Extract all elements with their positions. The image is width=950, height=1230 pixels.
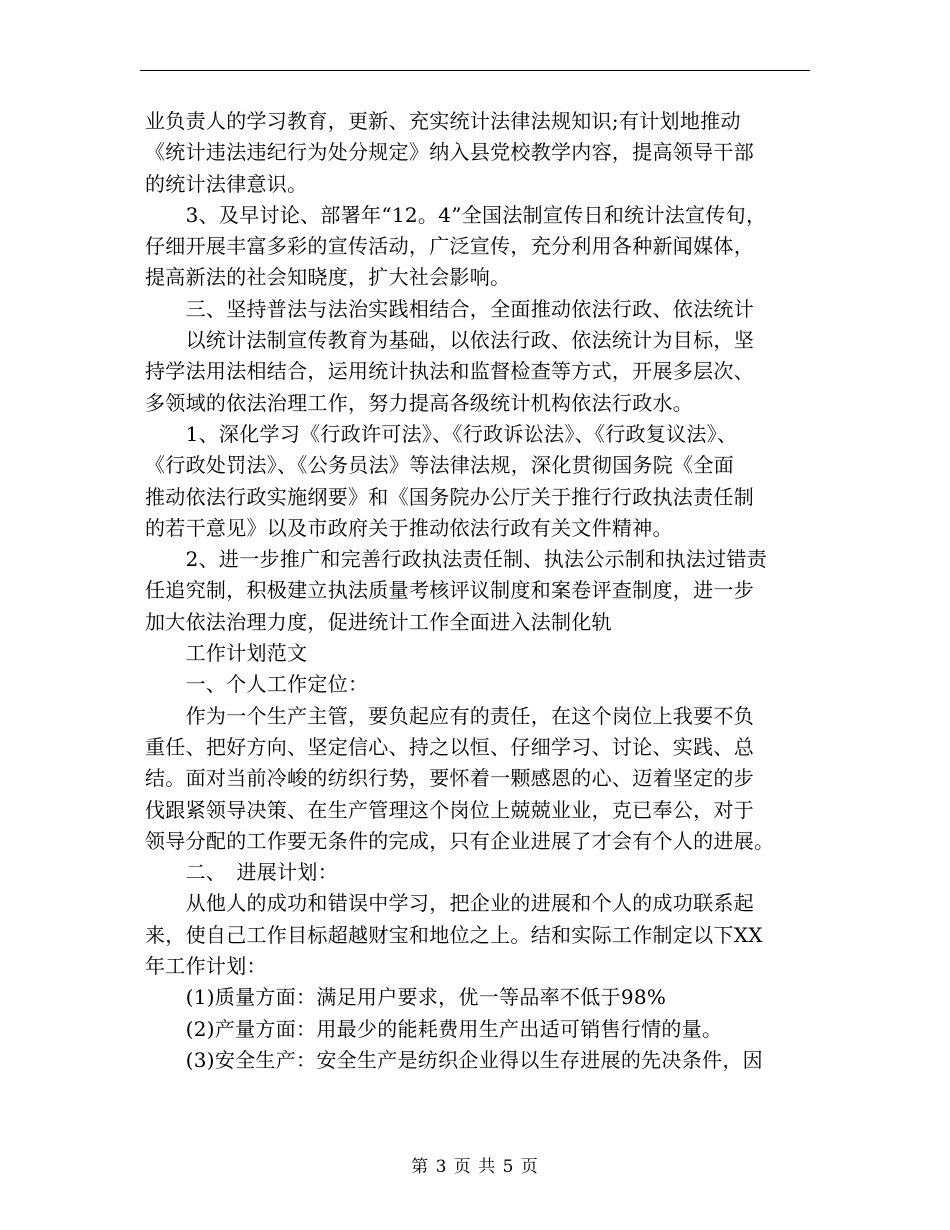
text-line: 推动依法行政实施纲要》和《国务院办公厅关于推行行政执法责任制 (145, 484, 754, 509)
text-line: 重任、把好方向、坚定信心、持之以恒、仔细学习、讨论、实践、总 (145, 734, 754, 759)
text-line: 领导分配的工作要无条件的完成，只有企业进展了才会有个人的进展。 (145, 828, 775, 853)
text-line: 年工作计划： (145, 954, 267, 979)
text-line: 提高新法的社会知晓度，扩大社会影响。 (145, 265, 511, 290)
text-line: 以统计法制宣传教育为基础，以依法行政、依法统计为目标，坚 (145, 328, 754, 353)
text-line: 的统计法律意识。 (145, 171, 308, 196)
section-heading: 二、 进展计划： (145, 860, 338, 885)
text-line: 作为一个生产主管，要负起应有的责任，在这个岗位上我要不负 (145, 703, 754, 728)
header-rule (140, 70, 810, 71)
document-body (145, 106, 820, 1076)
text-line: 1、深化学习《行政许可法》、《行政诉讼法》、《行政复议法》、 (145, 421, 738, 446)
text-line: 《统计违法违纪行为处分规定》纳入县党校教学内容，提高领导干部 (145, 140, 754, 165)
text-line: 任追究制，积极建立执法质量考核评议制度和案卷评查制度，进一步 (145, 578, 754, 603)
text-line: 3、及早讨论、部署年“12。4”全国法制宣传日和统计法宣传旬， (145, 202, 767, 227)
text-line: 《行政处罚法》、《公务员法》等法律法规，深化贯彻国务院《全面 (145, 453, 734, 478)
text-line: 业负责人的学习教育，更新、充实统计法律法规知识;有计划地推动 (145, 109, 741, 133)
text-line: 从他人的成功和错误中学习，把企业的进展和个人的成功联系起 (145, 891, 754, 916)
section-heading: 一、个人工作定位： (145, 672, 369, 697)
page-number: 第 3 页 共 5 页 (411, 1157, 539, 1177)
list-item: (1)质量方面：满足用户要求，优一等品率不低于98% (145, 985, 667, 1010)
text-line: 三、坚持普法与法治实践相结合，全面推动依法行政、依法统计 (145, 296, 754, 321)
text-line: 多领域的依法治理工作，努力提高各级统计机构依法行政水。 (145, 390, 694, 415)
text-line: 加大依法治理力度，促进统计工作全面进入法制化轨 (145, 609, 612, 634)
list-item: (2)产量方面：用最少的能耗费用生产出适可销售行情的量。 (145, 1016, 723, 1041)
text-line: 伐跟紧领导决策、在生产管理这个岗位上兢兢业业，克已奉公，对于 (145, 797, 754, 822)
text-line: 2、进一步推广和完善行政执法责任制、执法公示制和执法过错责 (145, 547, 768, 572)
text-line: 仔细开展丰富多彩的宣传活动，广泛宣传，充分利用各种新闻媒体， (145, 234, 754, 259)
text-line: 的若干意见》以及市政府关于推动依法行政有关文件精神。 (145, 515, 673, 540)
list-item: (3)安全生产：安全生产是纺织企业得以生存进展的先决条件，因 (145, 1047, 763, 1072)
section-heading: 工作计划范文 (145, 641, 308, 666)
text-line: 结。面对当前冷峻的纺织行势，要怀着一颗感恩的心、迈着坚定的步 (145, 766, 754, 791)
text-line: 来，使自己工作目标超越财宝和地位之上。结和实际工作制定以下XX (145, 922, 763, 947)
text-line: 持学法用法相结合，运用统计执法和监督检查等方式，开展多层次、 (145, 359, 754, 384)
